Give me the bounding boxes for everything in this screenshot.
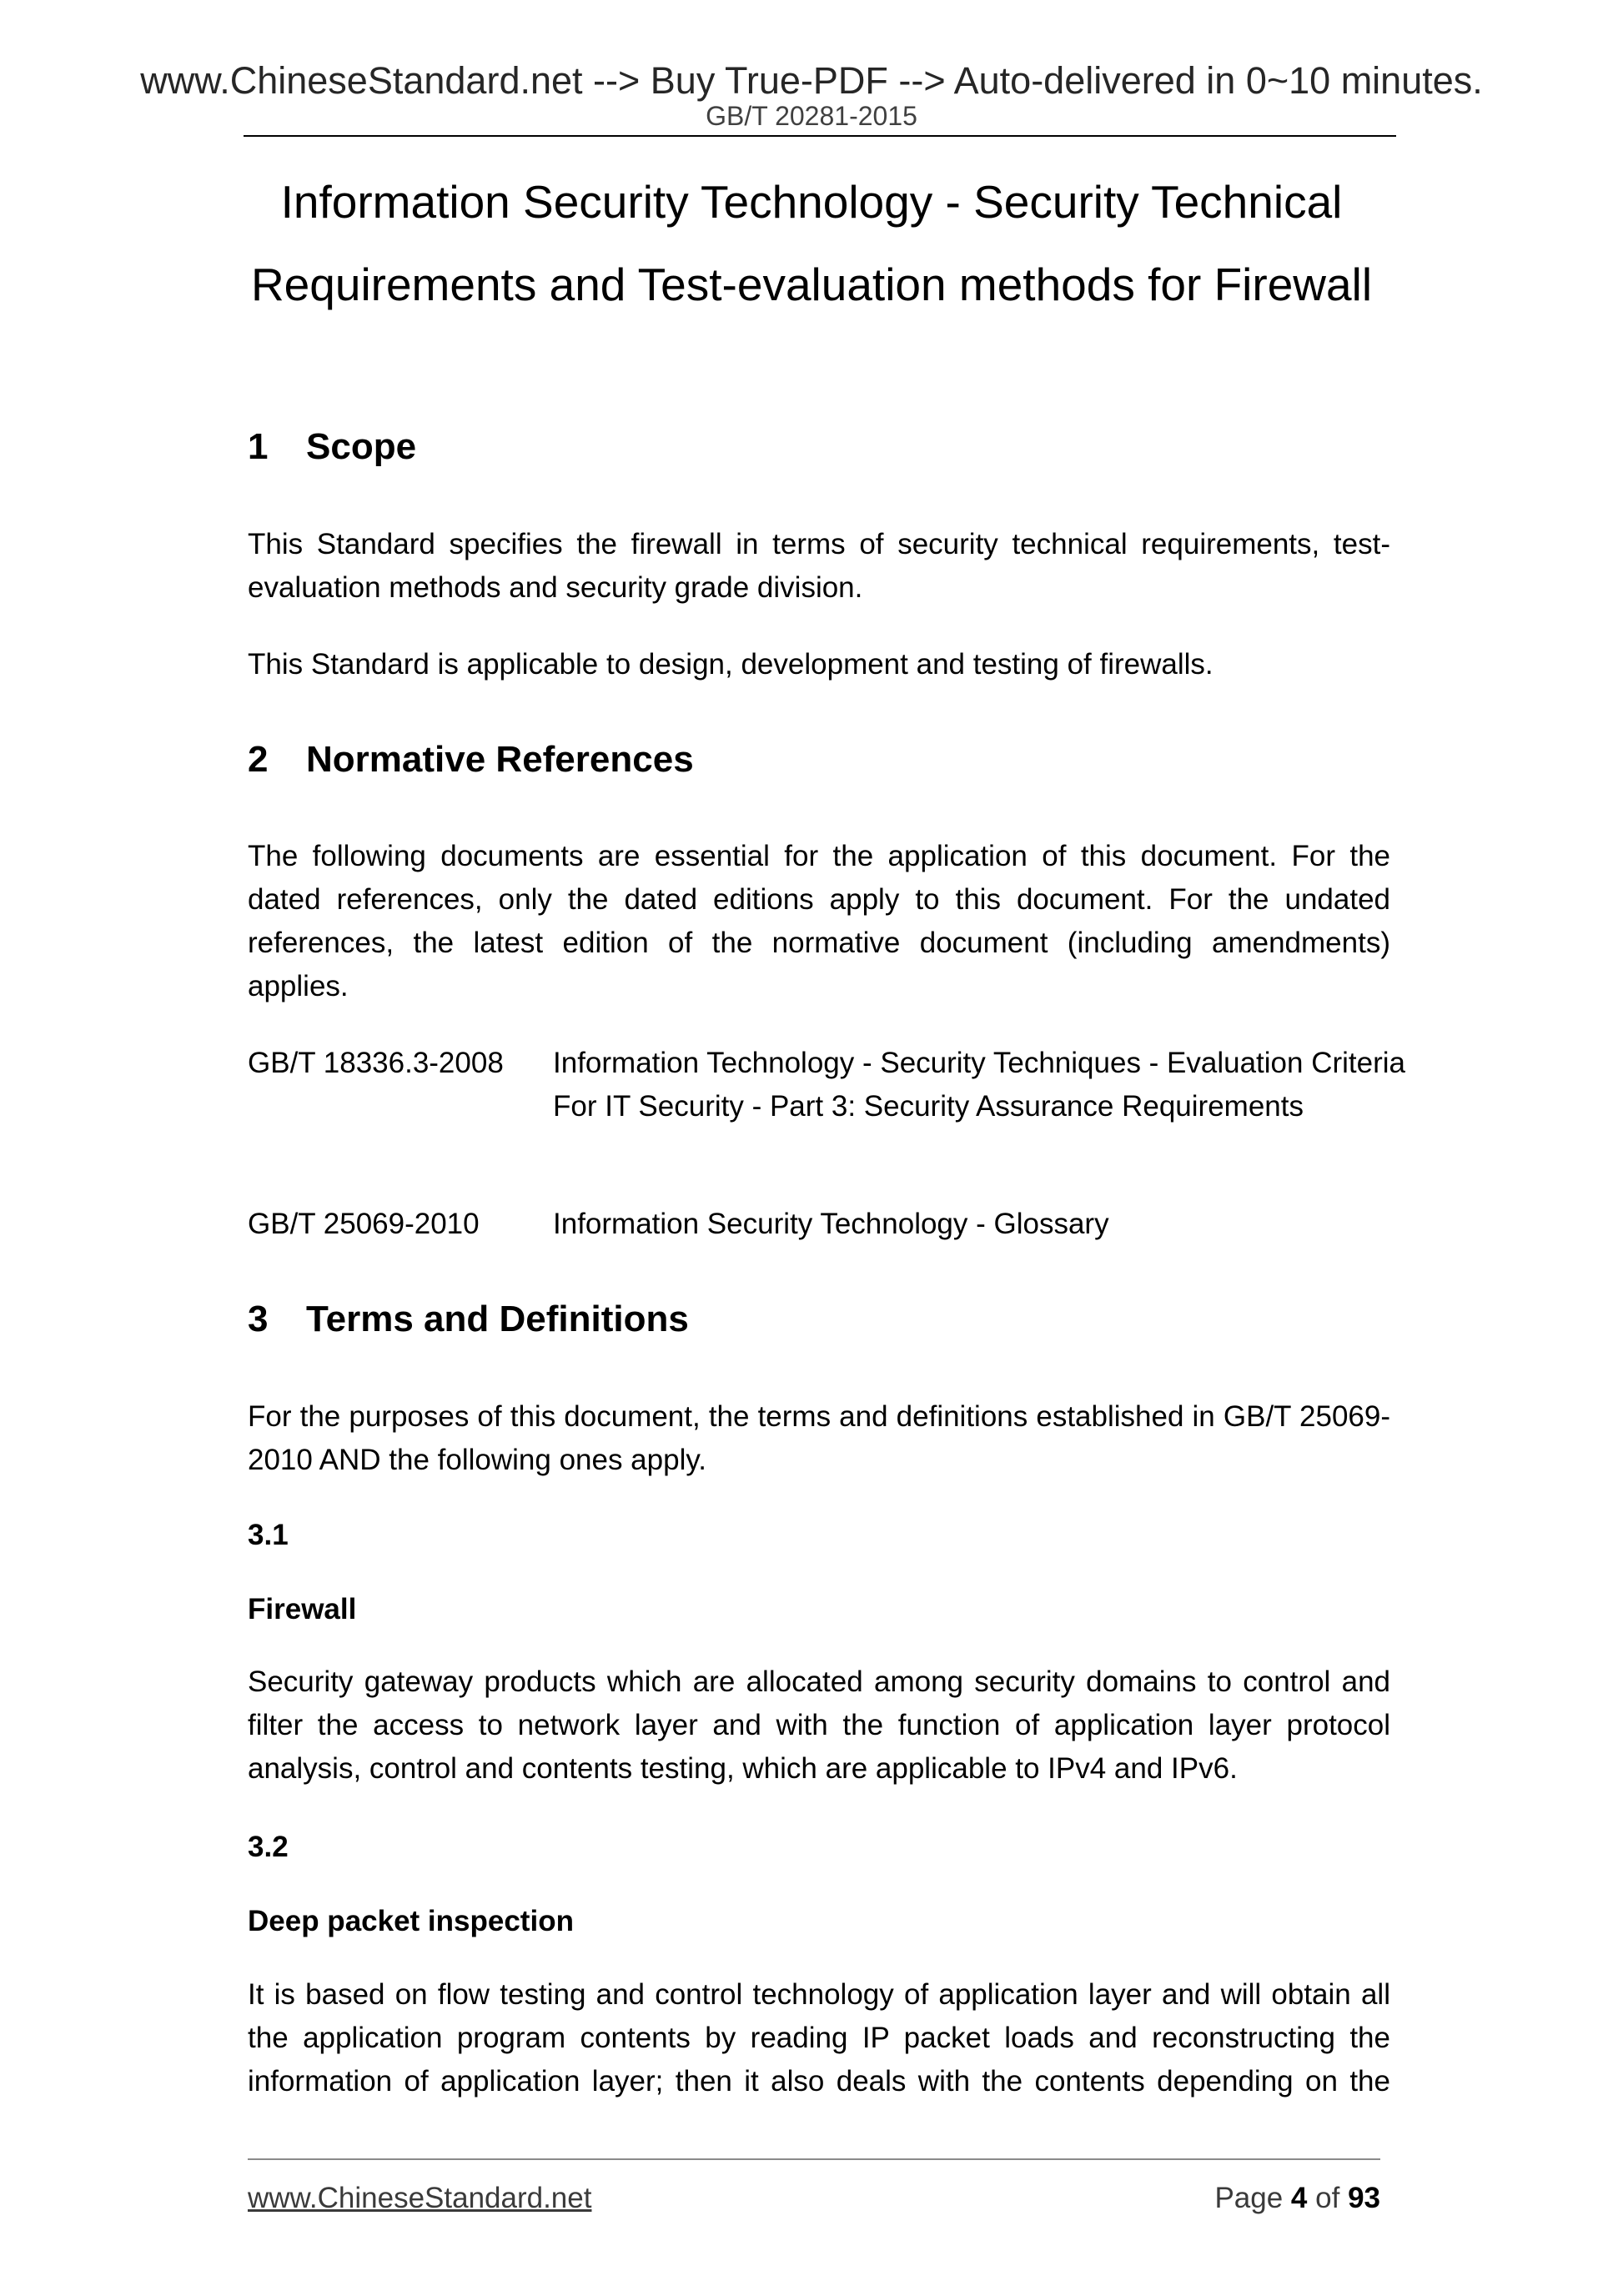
scope-paragraph-2: This Standard is applicable to design, development and testing of firewalls.: [248, 648, 1213, 681]
header-banner: www.ChineseStandard.net --> Buy True-PDF --> Auto-delivered in 0~10 minutes.: [140, 59, 1483, 102]
reference-code-1: GB/T 18336.3-2008: [248, 1047, 504, 1079]
term-3-1-name: Firewall: [248, 1593, 357, 1625]
page-indicator: [1214, 2183, 1380, 2213]
terms-intro: For the purposes of this document, the terms and definitions established in GB/T 25069-2010 AND the following ones apply.: [248, 1400, 1390, 1476]
section-3-heading: [248, 1301, 689, 1338]
term-3-2-name: Deep packet inspection: [248, 1905, 574, 1937]
normative-references-intro: The following documents are essential for the application of this document. For the dated references, only the dated editions apply to this document. For the undated references, the latest edition of the normative document (including amendments) applies.: [248, 840, 1390, 1002]
standard-code: GB/T 20281-2015: [706, 101, 917, 131]
section-1-heading: [248, 426, 417, 467]
section-1-title: Scope: [306, 426, 417, 467]
term-3-2-number: 3.2: [248, 1831, 289, 1863]
section-3-title: Terms and Definitions: [306, 1299, 689, 1339]
reference-code-2: GB/T 25069-2010: [248, 1208, 480, 1240]
header-divider: [244, 135, 1396, 137]
scope-paragraph-1: This Standard specifies the firewall in terms of security technical requirements, test-evaluation methods and security grade division.: [248, 528, 1390, 604]
section-1-number: 1: [248, 426, 269, 467]
reference-title-2: Information Security Technology - Glossary: [553, 1208, 1109, 1240]
of-label: of: [1315, 2182, 1340, 2214]
document-title-line-1: Information Security Technology - Security Technical: [280, 176, 1343, 228]
term-3-1-number: 3.1: [248, 1519, 289, 1551]
term-3-2-definition: It is based on flow testing and control technology of application layer and will obtain all the application program contents by reading IP packet loads and reconstructing the information of application layer; then it also deals with the contents depending on the: [248, 1978, 1390, 2098]
page-label: Page: [1214, 2182, 1284, 2214]
term-3-1-definition: Security gateway products which are allocated among security domains to control and filter the access to network layer and with the function of application layer protocol analysis, control and contents testing, which are applicable to IPv4 and IPv6.: [248, 1665, 1390, 1785]
document-title-line-2: Requirements and Test-evaluation methods for Firewall: [250, 259, 1373, 310]
footer-divider: [248, 2158, 1380, 2160]
footer-website-link[interactable]: www.ChineseStandard.net: [248, 2182, 592, 2214]
section-2-heading: [248, 741, 694, 778]
page-number: 4: [1290, 2182, 1308, 2214]
section-2-number: 2: [248, 739, 269, 780]
section-3-number: 3: [248, 1299, 269, 1339]
section-2-title: Normative References: [306, 739, 694, 780]
reference-title-1: Information Technology - Security Techniques - Evaluation Criteria For IT Security - Part 3: Security Assurance Requirements: [553, 1047, 1406, 1123]
total-pages: 93: [1348, 2182, 1380, 2214]
